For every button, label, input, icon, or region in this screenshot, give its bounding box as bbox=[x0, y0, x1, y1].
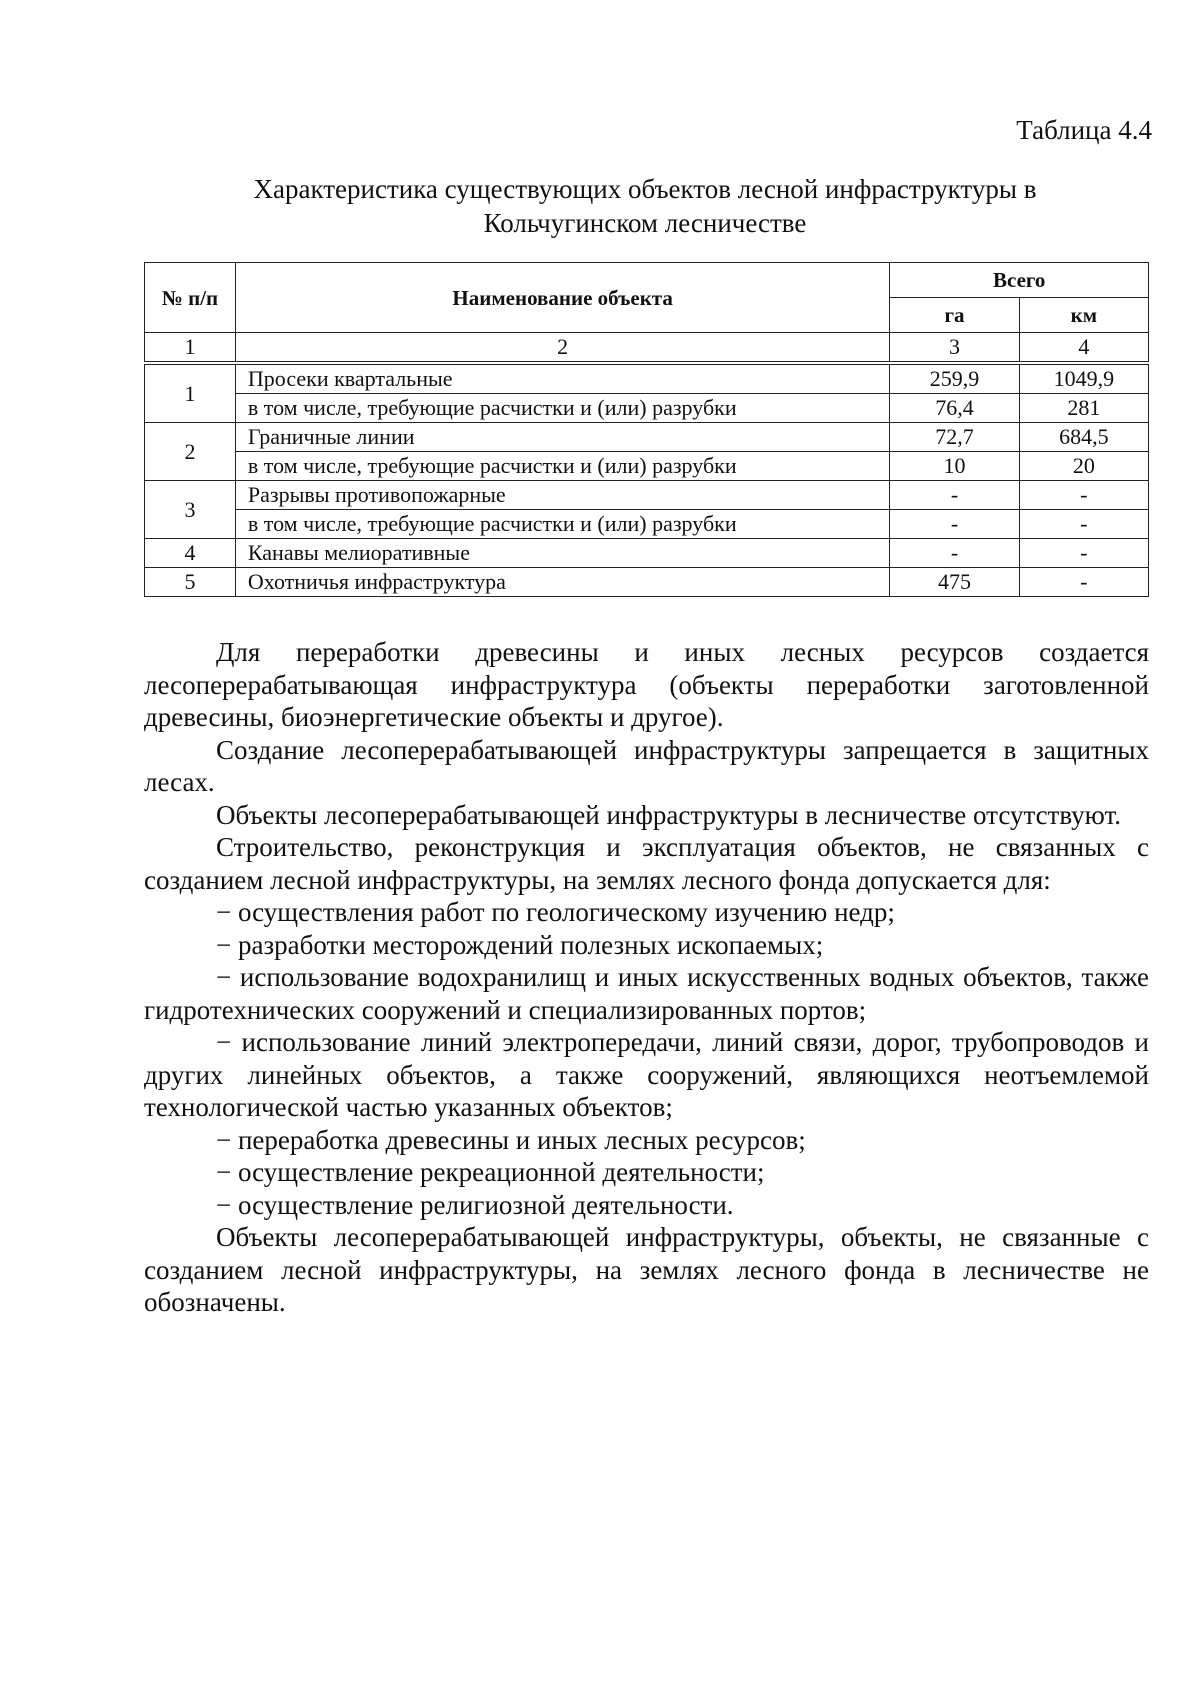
header-num: № п/п bbox=[145, 263, 236, 333]
header-name: Наименование объекта bbox=[235, 263, 890, 333]
table-row bbox=[145, 452, 1149, 481]
row-number: 5 bbox=[145, 568, 236, 597]
header-km: км bbox=[1019, 298, 1148, 333]
object-name: Разрывы противопожарные bbox=[235, 481, 890, 510]
value-ha: 72,7 bbox=[890, 423, 1019, 452]
object-name: в том числе, требующие расчистки и (или) разрубки bbox=[235, 510, 890, 539]
value-km: 684,5 bbox=[1019, 423, 1148, 452]
table-label: Таблица 4.4 bbox=[1016, 115, 1152, 145]
column-number: 2 bbox=[235, 333, 890, 364]
table-row bbox=[145, 539, 1149, 568]
header-ha: га bbox=[890, 298, 1019, 333]
list-item: − использование водохранилищ и иных искусственных водных объектов, также гидротехнических сооружений и специализированных портов; bbox=[144, 962, 1149, 1025]
body-text bbox=[144, 636, 1149, 1319]
table-title-line-2: Кольчугинском лесничестве bbox=[483, 208, 807, 238]
table-header-row bbox=[145, 263, 1149, 298]
object-name: Просеки квартальные bbox=[235, 363, 890, 394]
column-number: 3 bbox=[890, 333, 1019, 364]
value-ha: - bbox=[890, 510, 1019, 539]
infrastructure-table bbox=[144, 262, 1149, 597]
object-name: Канавы мелиоративные bbox=[235, 539, 890, 568]
column-number: 1 bbox=[145, 333, 236, 364]
value-km: - bbox=[1019, 481, 1148, 510]
list-item: − переработка древесины и иных лесных ресурсов; bbox=[216, 1124, 806, 1155]
list-item: − осуществление рекреационной деятельности; bbox=[216, 1157, 765, 1187]
paragraph: Строительство, реконструкция и эксплуатация объектов, не связанных с созданием лесной инфраструктуры, на землях лесного фонда допускается для: bbox=[144, 832, 1149, 895]
value-ha: 475 bbox=[890, 568, 1019, 597]
paragraph: Объекты лесоперерабатывающей инфраструктуры в лесничестве отсутствуют. bbox=[216, 799, 1122, 830]
paragraph: Для переработки древесины и иных лесных ресурсов создается лесоперерабатывающая инфраструктура (объекты переработки заготовленной древесины, биоэнергетические объекты и другое). bbox=[144, 637, 1149, 732]
value-km: 20 bbox=[1019, 452, 1148, 481]
row-number: 2 bbox=[145, 423, 236, 481]
table-row bbox=[145, 423, 1149, 452]
list-item: − использование линий электропередачи, линий связи, дорог, трубопроводов и других линейных объектов, а также сооружений, являющихся неотъемлемой технологической частью указанных объектов; bbox=[144, 1027, 1149, 1122]
column-numbers-row bbox=[145, 333, 1149, 364]
value-ha: 76,4 bbox=[890, 394, 1019, 423]
value-km: - bbox=[1019, 568, 1148, 597]
value-km: - bbox=[1019, 539, 1148, 568]
paragraph: Создание лесоперерабатывающей инфраструктуры запрещается в защитных лесах. bbox=[144, 734, 1149, 797]
paragraph: Объекты лесоперерабатывающей инфраструктуры, объекты, не связанные с созданием лесной инфраструктуры, на землях лесного фонда в лесничестве не обозначены. bbox=[144, 1222, 1149, 1317]
object-name: в том числе, требующие расчистки и (или) разрубки bbox=[235, 394, 890, 423]
list-item: − осуществление религиозной деятельности. bbox=[216, 1189, 734, 1220]
value-km: - bbox=[1019, 510, 1148, 539]
table-title-line-1: Характеристика существующих объектов лесной инфраструктуры в bbox=[253, 174, 1037, 204]
table-row bbox=[145, 363, 1149, 394]
table-row bbox=[145, 394, 1149, 423]
object-name: Граничные линии bbox=[235, 423, 890, 452]
table-row bbox=[145, 510, 1149, 539]
table-title bbox=[144, 172, 1146, 240]
value-km: 281 bbox=[1019, 394, 1148, 423]
value-km: 1049,9 bbox=[1019, 363, 1148, 394]
table-row bbox=[145, 568, 1149, 597]
value-ha: 259,9 bbox=[890, 363, 1019, 394]
value-ha: - bbox=[890, 539, 1019, 568]
table-row bbox=[145, 481, 1149, 510]
header-total: Всего bbox=[890, 263, 1149, 298]
object-name: в том числе, требующие расчистки и (или) разрубки bbox=[235, 452, 890, 481]
row-number: 3 bbox=[145, 481, 236, 539]
row-number: 1 bbox=[145, 363, 236, 423]
object-name: Охотничья инфраструктура bbox=[235, 568, 890, 597]
row-number: 4 bbox=[145, 539, 236, 568]
list-item: − разработки месторождений полезных ископаемых; bbox=[216, 929, 824, 960]
value-ha: 10 bbox=[890, 452, 1019, 481]
column-number: 4 bbox=[1019, 333, 1148, 364]
value-ha: - bbox=[890, 481, 1019, 510]
list-item: − осуществления работ по геологическому изучению недр; bbox=[216, 897, 895, 927]
